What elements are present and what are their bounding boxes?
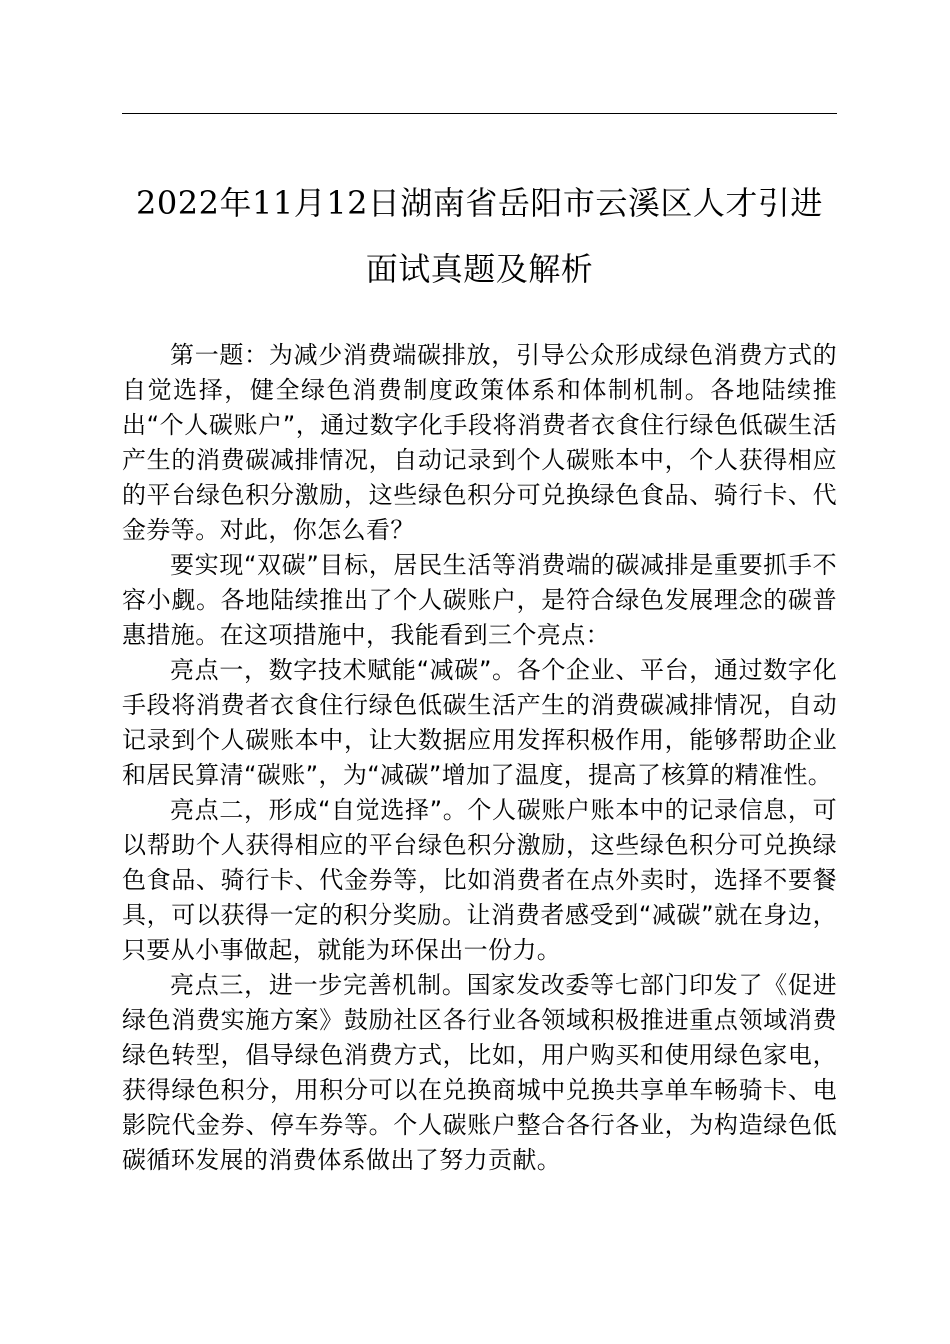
document-body <box>122 338 837 1178</box>
paragraph-highlight-1: 亮点一，数字技术赋能“减碳”。各个企业、平台，通过数字化手段将消费者衣食住行绿色低碳生活产生的消费碳减排情况，自动记录到个人碳账本中，让大数据应用发挥积极作用，能够帮助企业和居民算清“碳账”，为“减碳”增加了温度，提高了核算的精准性。 <box>122 656 837 789</box>
paragraph-intro: 要实现“双碳”目标，居民生活等消费端的碳减排是重要抓手不容小觑。各地陆续推出了个人碳账户，是符合绿色发展理念的碳普惠措施。在这项措施中，我能看到三个亮点： <box>122 551 837 649</box>
paragraph-highlight-2: 亮点二，形成“自觉选择”。个人碳账户账本中的记录信息，可以帮助个人获得相应的平台绿色积分激励，这些绿色积分可兑换绿色食品、骑行卡、代金券等，比如消费者在点外卖时，选择不要餐具，可以获得一定的积分奖励。让消费者感受到“减碳”就在身边，只要从小事做起，就能为环保出一份力。 <box>122 796 837 964</box>
document-title: 2022年11月12日湖南省岳阳市云溪区人才引进面试真题及解析 <box>136 184 823 288</box>
paragraph-question-1: 第一题：为减少消费端碳排放，引导公众形成绿色消费方式的自觉选择，健全绿色消费制度政策体系和体制机制。各地陆续推出“个人碳账户”，通过数字化手段将消费者衣食住行绿色低碳生活产生的消费碳减排情况，自动记录到个人碳账本中，个人获得相应的平台绿色积分激励，这些绿色积分可兑换绿色食品、骑行卡、代金券等。对此，你怎么看？ <box>122 341 837 544</box>
header-rule <box>122 113 837 114</box>
paragraph-highlight-3: 亮点三，进一步完善机制。国家发改委等七部门印发了《促进绿色消费实施方案》鼓励社区各行业各领域积极推进重点领域消费绿色转型，倡导绿色消费方式，比如，用户购买和使用绿色家电，获得绿色积分，用积分可以在兑换商城中兑换共享单车畅骑卡、电影院代金券、停车券等。个人碳账户整合各行各业，为构造绿色低碳循环发展的消费体系做出了努力贡献。 <box>122 971 837 1174</box>
